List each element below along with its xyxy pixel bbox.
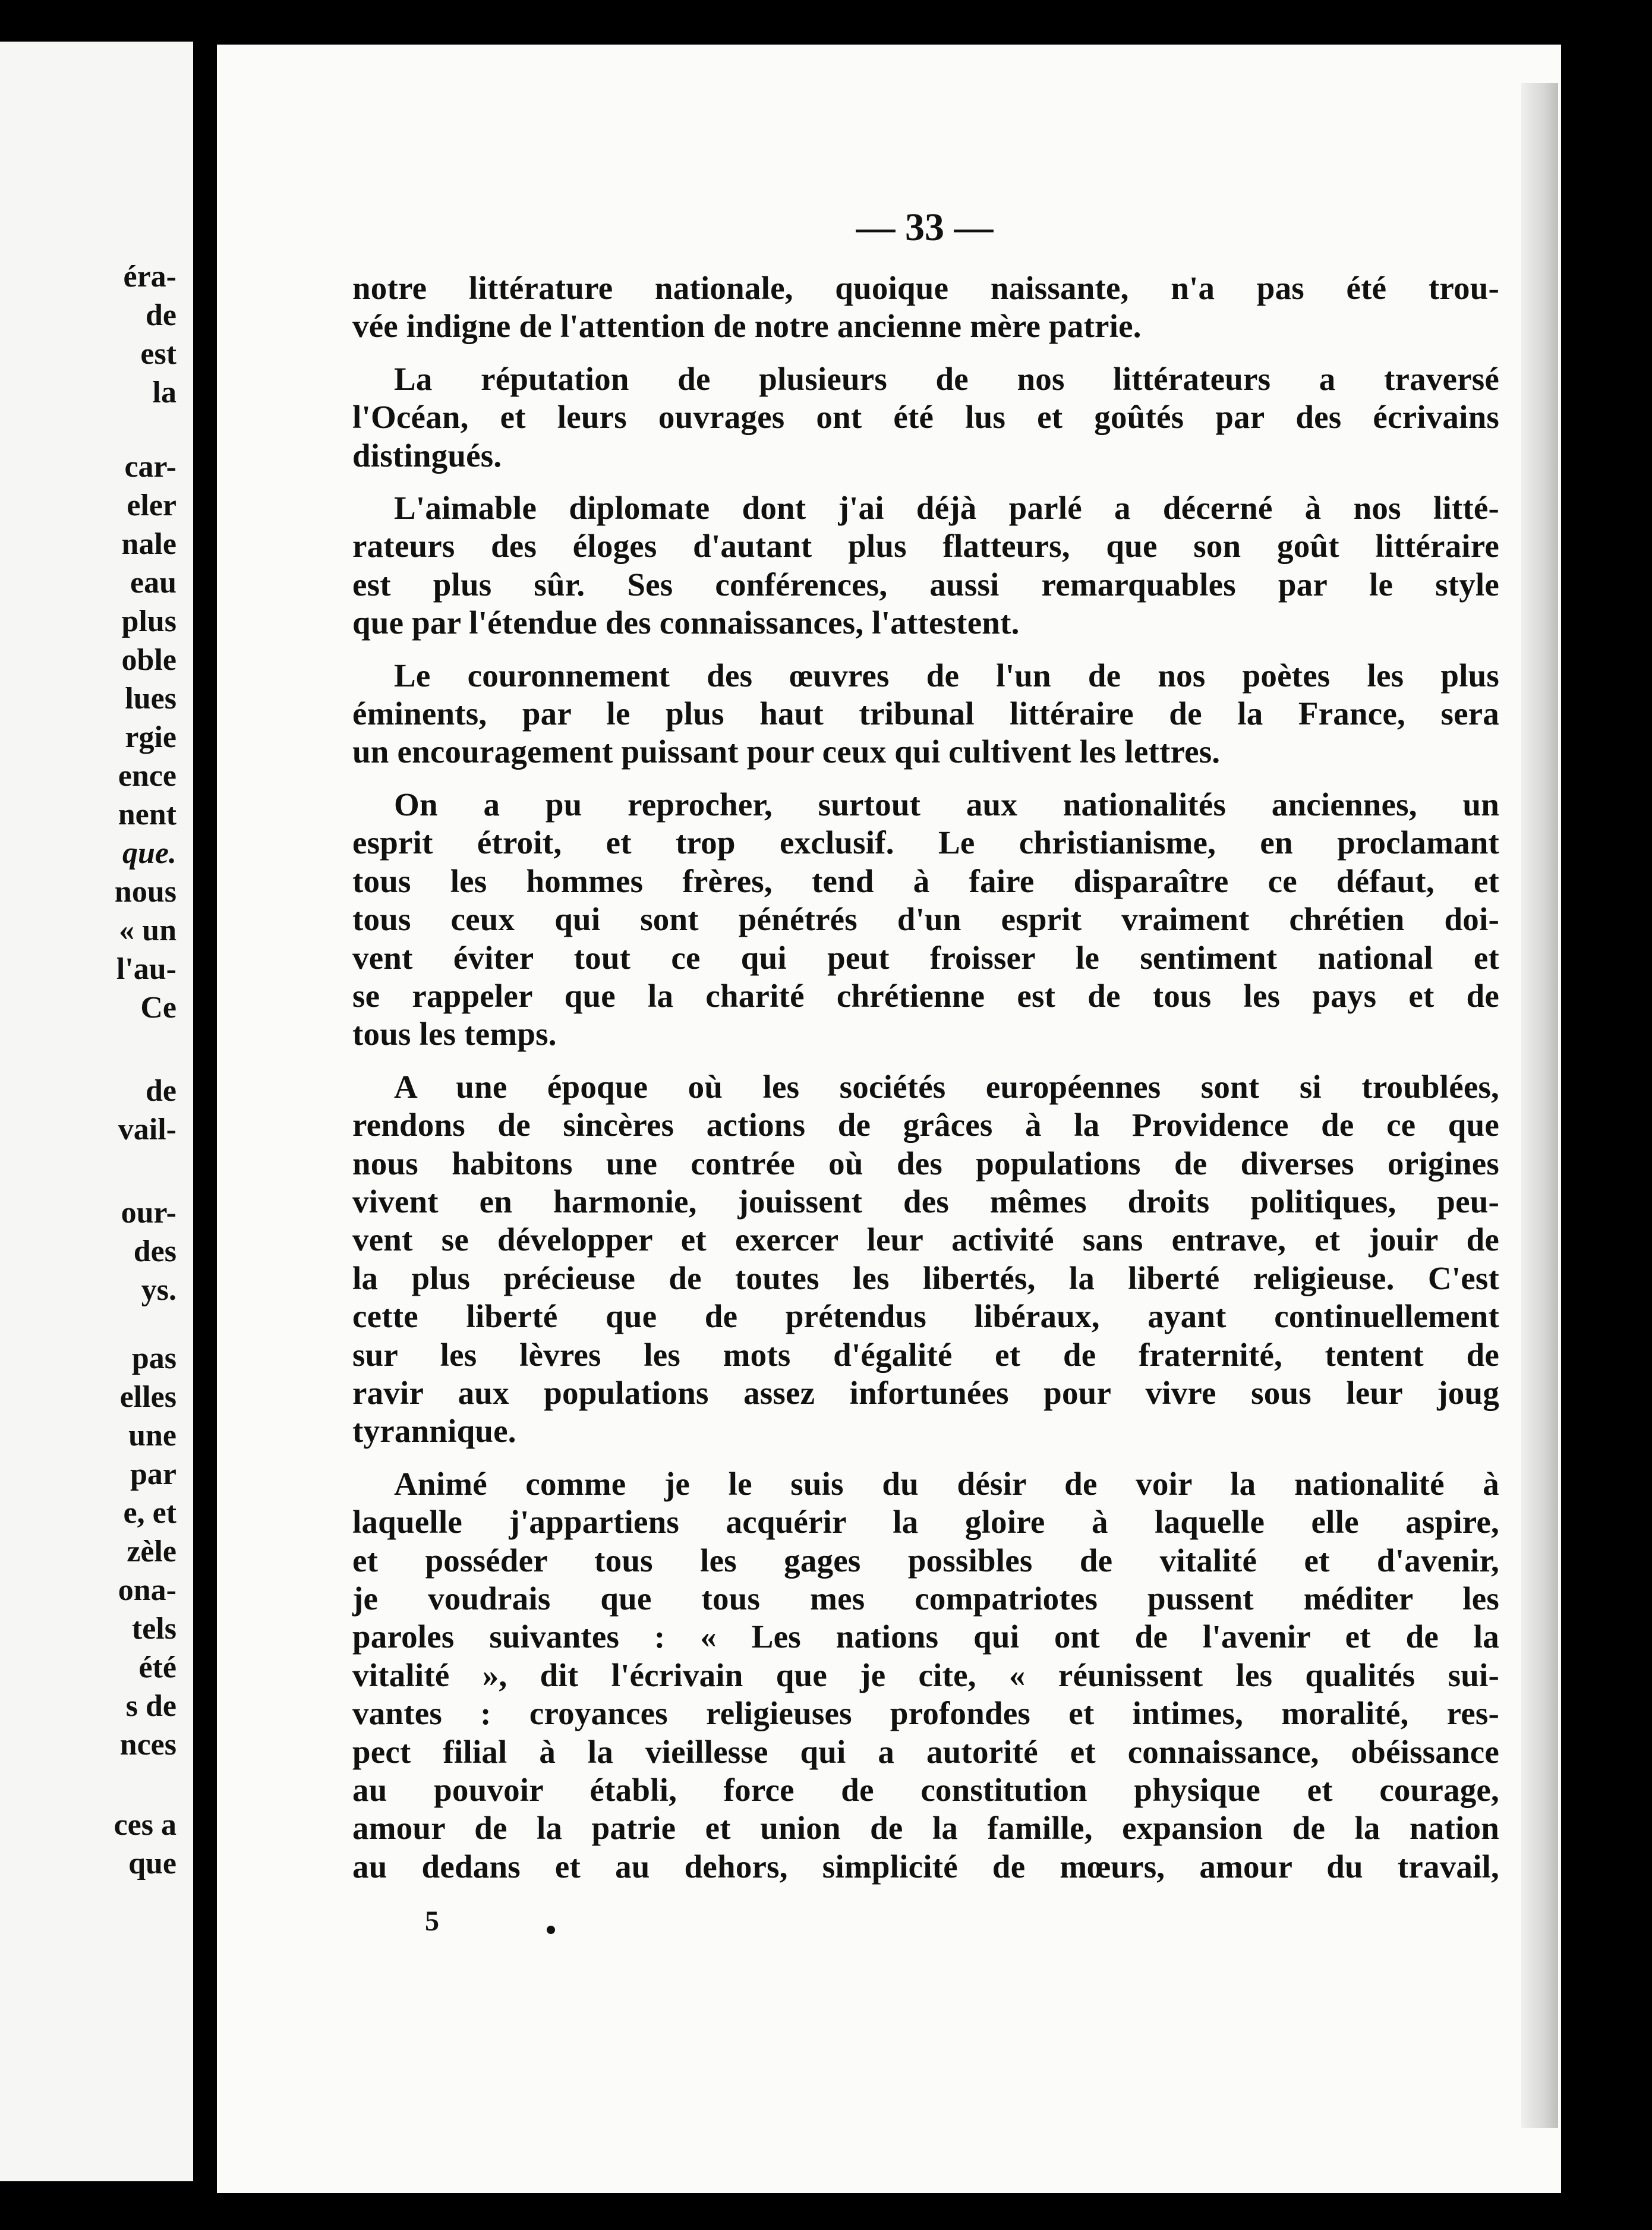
text-line: au dedans et au dehors, simplicité de mœurs, amour du travail, <box>352 1848 1499 1885</box>
text-line: La réputation de plusieurs de nos littérateurs a traversé <box>394 360 1499 397</box>
fragment-text: ys. <box>141 1273 176 1307</box>
text-line: L'aimable diplomate dont j'ai déjà parlé a décerné à nos litté- <box>394 490 1499 527</box>
fragment-text: car- <box>124 450 176 484</box>
fragment-text: vail- <box>118 1113 176 1147</box>
fragment-text: pas <box>131 1341 176 1375</box>
text-line: je voudrais que tous mes compatriotes pussent méditer les <box>352 1580 1499 1617</box>
fragment-text: ona- <box>118 1573 176 1607</box>
fragment-text: de <box>146 298 176 332</box>
text-line: au pouvoir établi, force de constitution physique et courage, <box>352 1772 1499 1809</box>
text-line: tyrannique. <box>352 1413 516 1450</box>
text-line: rendons de sincères actions de grâces à la Providence de ce que <box>352 1107 1499 1144</box>
printer-dot <box>547 1926 555 1934</box>
page-edge-shadow <box>1521 83 1558 2128</box>
fragment-text: zèle <box>127 1535 176 1568</box>
text-line: cette liberté que de prétendus libéraux, ayant continuellement <box>352 1298 1499 1335</box>
fragment-text: nous <box>114 875 176 909</box>
text-line: Le couronnement des œuvres de l'un de nos poètes les plus <box>394 657 1499 694</box>
text-line: Animé comme je le suis du désir de voir la nationalité à <box>394 1465 1499 1502</box>
fragment-text: nent <box>118 798 176 831</box>
text-line: se rappeler que la charité chrétienne est de tous les pays et de <box>352 977 1499 1014</box>
paragraph <box>352 786 1499 1054</box>
text-line: On a pu reprocher, surtout aux nationalités anciennes, un <box>394 786 1499 823</box>
fragment-text: été <box>138 1651 176 1684</box>
fragment-text: Ce <box>140 991 176 1025</box>
text-line: A une époque où les sociétés européennes sont si troublées, <box>394 1068 1499 1105</box>
fragment-text: des <box>133 1234 176 1268</box>
paragraph <box>352 360 1499 475</box>
paragraph <box>352 657 1499 771</box>
text-line: tous les temps. <box>352 1016 557 1053</box>
text-line: sur les lèvres les mots d'égalité et de fraternité, tentent de <box>352 1336 1499 1373</box>
text-line: laquelle j'appartiens acquérir la gloire à laquelle elle aspire, <box>352 1504 1499 1541</box>
text-line: éminents, par le plus haut tribunal littéraire de la France, sera <box>352 695 1499 732</box>
fragment-text: que <box>128 1847 176 1881</box>
fragment-text: e, et <box>123 1496 176 1530</box>
fragment-text: une <box>128 1419 176 1453</box>
fragment-text: par <box>130 1457 176 1491</box>
fragment-text: tels <box>131 1612 176 1646</box>
text-line: pect filial à la vieillesse qui a autorité et connaissance, obéissance <box>352 1733 1499 1770</box>
fragment-text: que. <box>122 836 176 870</box>
fragment-text: éra- <box>123 260 176 294</box>
signature-mark: 5 <box>425 1905 439 1937</box>
text-line: et posséder tous les gages possibles de vitalité et d'avenir, <box>352 1542 1499 1579</box>
text-line: vent se développer et exercer leur activité sans entrave, et jouir de <box>352 1221 1499 1258</box>
fragment-text: s de <box>125 1689 176 1723</box>
fragment-text: plus <box>121 604 176 638</box>
fragment-text: la <box>152 376 176 410</box>
text-line: rateurs des éloges d'autant plus flatteurs, que son goût littéraire <box>352 528 1499 565</box>
book-page <box>217 45 1561 2193</box>
fragment-text: l'au- <box>116 952 176 986</box>
text-line: tous ceux qui sont pénétrés d'un esprit vraiment chrétien doi- <box>352 901 1499 938</box>
previous-page-fragment <box>0 42 193 2181</box>
fragment-text: our- <box>121 1196 176 1230</box>
text-line: distingués. <box>352 437 502 474</box>
text-line: vivent en harmonie, jouissent des mêmes droits politiques, peu- <box>352 1183 1499 1220</box>
fragment-text: de <box>146 1074 176 1108</box>
text-line: tous les hommes frères, tend à faire disparaître ce défaut, et <box>352 862 1499 899</box>
fragment-text: rgie <box>125 720 176 754</box>
fragment-text: elles <box>119 1380 176 1414</box>
text-line: ravir aux populations assez infortunées pour vivre sous leur joug <box>352 1374 1499 1411</box>
text-line: nous habitons une contrée où des populations de diverses origines <box>352 1145 1499 1182</box>
text-line: la plus précieuse de toutes les libertés, la liberté religieuse. C'est <box>352 1259 1499 1296</box>
text-line: que par l'étendue des connaissances, l'attestent. <box>352 604 1020 641</box>
paragraph <box>352 1465 1499 1886</box>
fragment-text: ces a <box>114 1808 176 1842</box>
fragment-text: lues <box>125 682 176 716</box>
text-line: l'Océan, et leurs ouvrages ont été lus et goûtés par des écrivains <box>352 399 1499 436</box>
fragment-text: nale <box>121 527 176 561</box>
text-line: notre littérature nationale, quoique naissante, n'a pas été trou- <box>352 270 1499 306</box>
text-line: un encouragement puissant pour ceux qui cultivent les lettres. <box>352 733 1221 770</box>
fragment-text: est <box>140 337 176 371</box>
fragment-text: oble <box>121 643 176 677</box>
page-text <box>352 269 1499 1900</box>
text-line: paroles suivantes : « Les nations qui ont de l'avenir et de la <box>352 1618 1499 1655</box>
fragment-text: eler <box>127 489 176 522</box>
text-line: esprit étroit, et trop exclusif. Le christianisme, en proclamant <box>352 824 1499 861</box>
text-line: est plus sûr. Ses conférences, aussi remarquables par le style <box>352 566 1499 603</box>
fragment-text: ence <box>118 759 176 793</box>
text-line: vantes : croyances religieuses profondes et intimes, moralité, res- <box>352 1695 1499 1732</box>
paragraph <box>352 1068 1499 1451</box>
paragraph <box>352 269 1499 346</box>
fragment-text: nces <box>119 1728 176 1762</box>
paragraph <box>352 489 1499 642</box>
fragment-text: « un <box>119 914 176 947</box>
fragment-text: eau <box>130 566 176 600</box>
text-line: amour de la patrie et union de la famille, expansion de la nation <box>352 1810 1499 1847</box>
text-line: vée indigne de l'attention de notre ancienne mère patrie. <box>352 308 1142 345</box>
text-line: vitalité », dit l'écrivain que je cite, « réunissent les qualités sui- <box>352 1656 1499 1693</box>
page-number: — 33 — <box>856 206 994 249</box>
text-line: vent éviter tout ce qui peut froisser le sentiment national et <box>352 939 1499 976</box>
